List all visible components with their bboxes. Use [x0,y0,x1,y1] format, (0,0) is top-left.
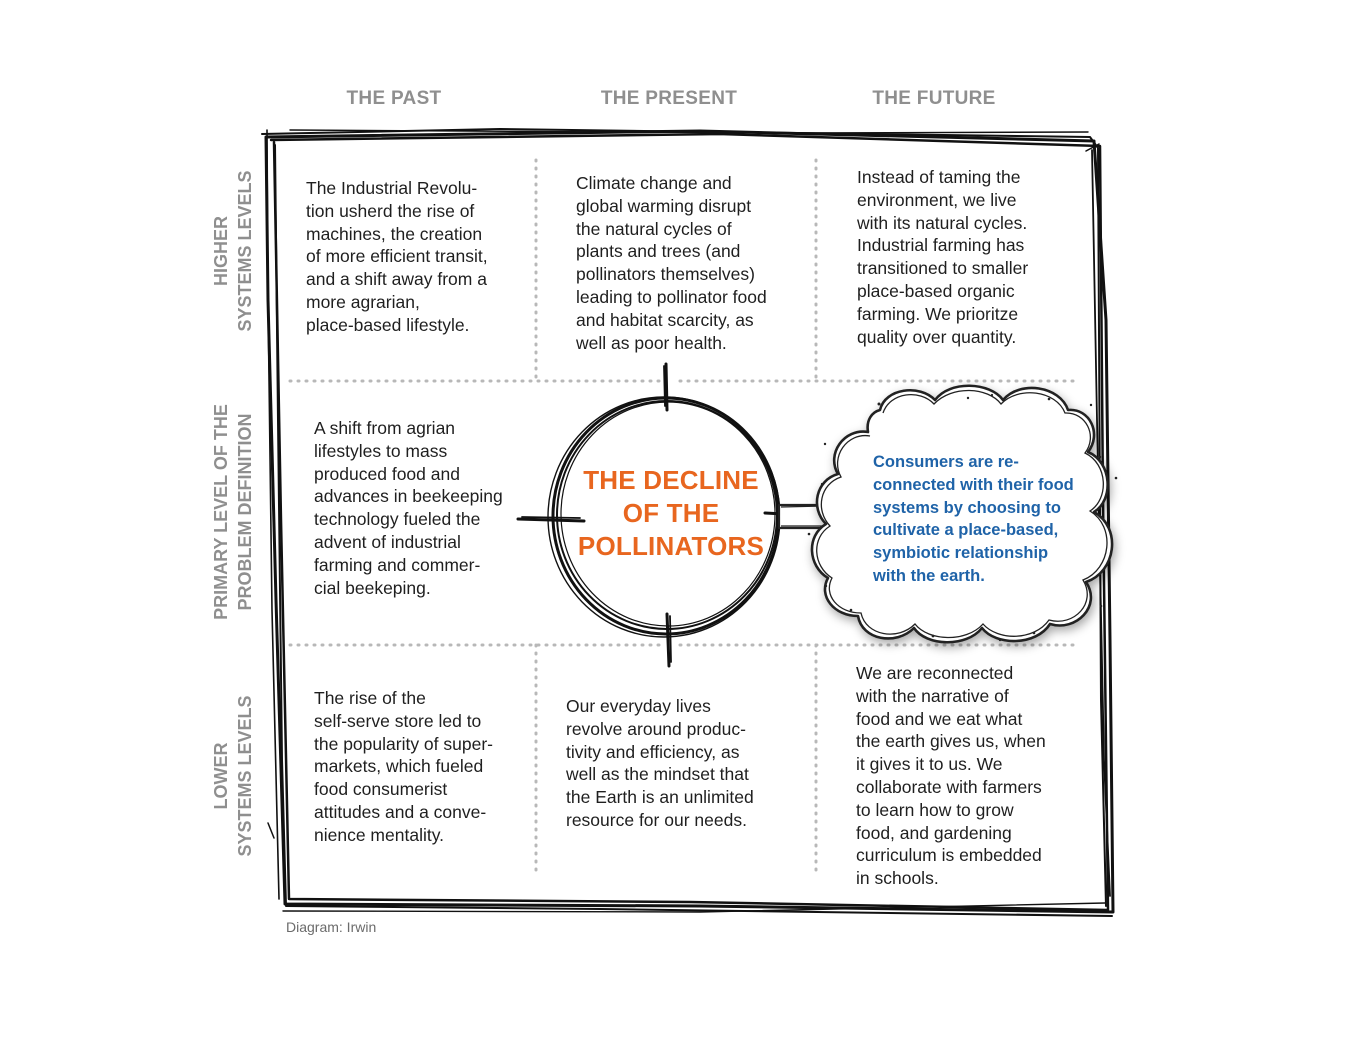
cell-higher-present: Climate change and global warming disrupt the natural cycles of plants and trees (and pollinators themselves) leading to pollinator food and habitat scarcity, as well as poor health. [576,173,767,353]
center-problem-title: THE DECLINE OF THE POLLINATORS [577,465,765,561]
cell-lower-future: We are reconnected with the narrative of food and we eat what the earth gives us, when it gives it to us. We collaborate with farmers to learn how to grow food, and gardening curriculum is embedded in schools. [856,663,1046,889]
column-header-future: THE FUTURE [872,88,996,109]
row-header-primary-line-2: PROBLEM DEFINITION [235,413,255,611]
cell-primary-past: A shift from agrian lifestyles to mass produced food and advances in beekeeping technology fueled the advent of industrial farming and commer- cial beekeping. [314,418,503,598]
cell-lower-present: Our everyday lives revolve around produc- tivity and efficiency, as well as the mindset that the Earth is an unlimited resource for our needs. [566,696,754,830]
credit-line: Diagram: Irwin [286,919,377,935]
row-header-higher [209,136,257,366]
cell-primary-future: Consumers are re- connected with their food systems by choosing to cultivate a place-based, symbiotic relationship with the earth. [873,453,1074,585]
row-header-higher-line-1: HIGHER [211,216,231,287]
row-header-lower [209,661,257,891]
cell-higher-past: The Industrial Revolu- tion usherd the rise of machines, the creation of more efficient transit, and a shift away from a more agrarian, place-based lifestyle. [306,178,488,335]
column-header-present: THE PRESENT [600,88,738,109]
column-header-past: THE PAST [346,88,442,109]
cell-lower-past: The rise of the self-serve store led to the popularity of super- markets, which fueled food consumerist attitudes and a conve- nience mentality. [314,688,493,845]
cell-higher-future: Instead of taming the environment, we live with its natural cycles. Industrial farming has transitioned to smaller place-based organic farming. We prioritze quality over quantity. [857,167,1029,347]
row-header-primary [209,377,257,647]
row-header-lower-line-2: SYSTEMS LEVELS [235,695,255,857]
row-header-lower-line-1: LOWER [211,742,231,810]
row-header-higher-line-2: SYSTEMS LEVELS [235,170,255,332]
row-header-primary-line-1: PRIMARY LEVEL OF THE [211,404,231,620]
